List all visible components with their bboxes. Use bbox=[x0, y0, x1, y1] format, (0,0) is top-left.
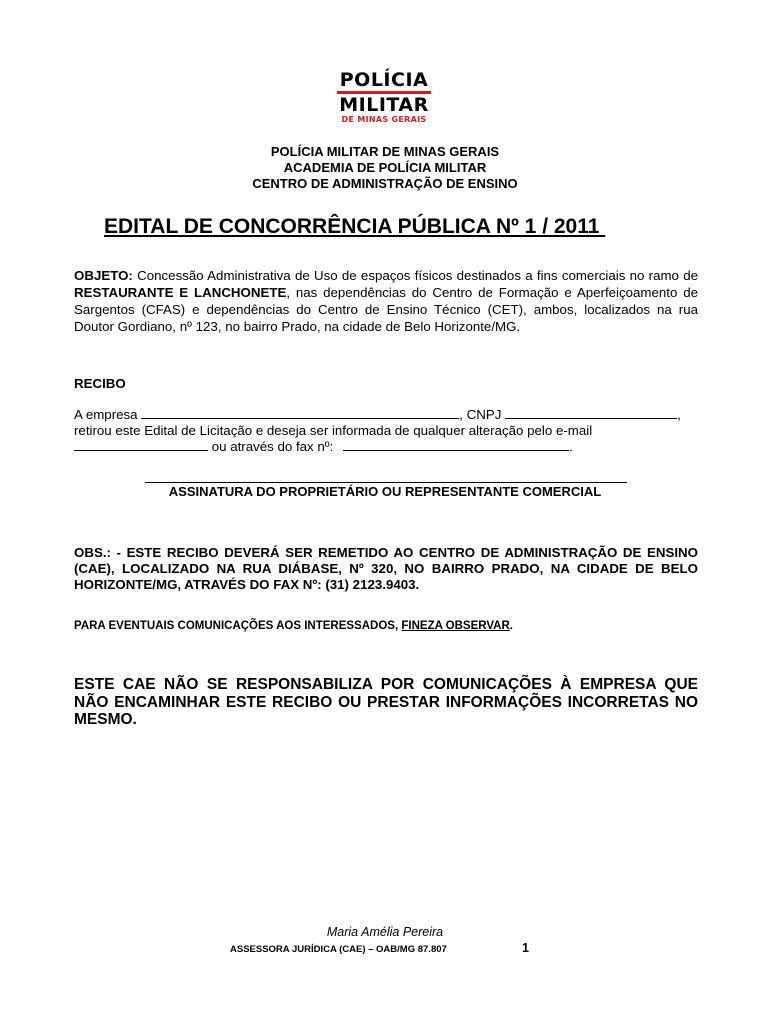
empresa-line: A empresa , CNPJ , bbox=[74, 407, 681, 422]
empresa-field[interactable] bbox=[141, 406, 459, 419]
cnpj-field[interactable] bbox=[505, 406, 677, 419]
fax-field[interactable] bbox=[343, 438, 569, 451]
logo-line-militar: MILITAR bbox=[339, 94, 429, 116]
objeto-text-1: Concessão Administrativa de Uso de espaços físicos destinados a fins comerciais no ramo de bbox=[137, 268, 698, 283]
document-title: EDITAL DE CONCORRÊNCIA PÚBLICA Nº 1 / 2011 bbox=[104, 215, 600, 238]
fax-line: ou através do fax nº: . bbox=[74, 438, 573, 455]
pmmg-logo bbox=[333, 70, 435, 128]
cnpj-label: , CNPJ bbox=[459, 407, 502, 422]
signature-line bbox=[145, 482, 627, 483]
notice-text: PARA EVENTUAIS COMUNICAÇÕES AOS INTERESSADOS, bbox=[74, 620, 399, 632]
objeto-text-2: , nas dependências do Centro de Formação e Aperfeiçoamento de Sargentos (CFAS) e dependências do Centro de Ensino Técnico (CET), ambos, localizados na rua Doutor Gordiano, nº 123, no bairro Prado, na cidade de Belo Horizonte/MG. bbox=[74, 285, 699, 334]
objeto-label: OBJETO: bbox=[74, 268, 133, 283]
logo-line-minas-gerais: DE MINAS GERAIS bbox=[341, 115, 427, 124]
email-line: retirou este Edital de Licitação e deseja ser informada de qualquer alteração pelo e-mail bbox=[74, 423, 593, 438]
fax-label: ou através do fax nº: bbox=[211, 439, 334, 454]
empresa-label: A empresa bbox=[74, 407, 138, 422]
notice-line: PARA EVENTUAIS COMUNICAÇÕES AOS INTERESSADOS, FINEZA OBSERVAR. bbox=[74, 620, 513, 632]
email-field[interactable] bbox=[74, 438, 208, 451]
warning-paragraph: ESTE CAE NÃO SE RESPONSABILIZA POR COMUNICAÇÕES À EMPRESA QUE NÃO ENCAMINHAR ESTE RECIBO OU PRESTAR INFORMAÇÕES INCORRETAS NO MESMO. bbox=[74, 676, 698, 728]
obs-paragraph: OBS.: - ESTE RECIBO DEVERÁ SER REMETIDO AO CENTRO DE ADMINISTRAÇÃO DE ENSINO (CAE), LOCALIZADO NA RUA DIÁBASE, Nº 320, NO BAIRRO PRADO, NA CIDADE DE BELO HORIZONTE/MG, ATRAVÉS DO FAX Nº: (31) 2123.9403. bbox=[74, 545, 698, 592]
objeto-highlight: RESTAURANTE E LANCHONETE bbox=[74, 285, 287, 300]
header-line-1: POLÍCIA MILITAR DE MINAS GERAIS bbox=[270, 144, 500, 159]
recibo-label: RECIBO bbox=[74, 376, 126, 391]
objeto-paragraph bbox=[74, 267, 698, 335]
notice-underlined: FINEZA OBSERVAR bbox=[401, 620, 510, 632]
signature-label: ASSINATURA DO PROPRIETÁRIO OU REPRESENTANTE COMERCIAL bbox=[168, 484, 602, 499]
page-number: 1 bbox=[522, 941, 529, 955]
logo-line-policia: POLÍCIA bbox=[339, 69, 429, 91]
header-line-2: ACADEMIA DE POLÍCIA MILITAR bbox=[283, 160, 487, 175]
header-line-3: CENTRO DE ADMINISTRAÇÃO DE ENSINO bbox=[252, 176, 518, 191]
signatory-role: ASSESSORA JURÍDICA (CAE) – OAB/MG 87.807 bbox=[230, 944, 447, 955]
signatory-name: Maria Amélia Pereira bbox=[326, 925, 444, 939]
